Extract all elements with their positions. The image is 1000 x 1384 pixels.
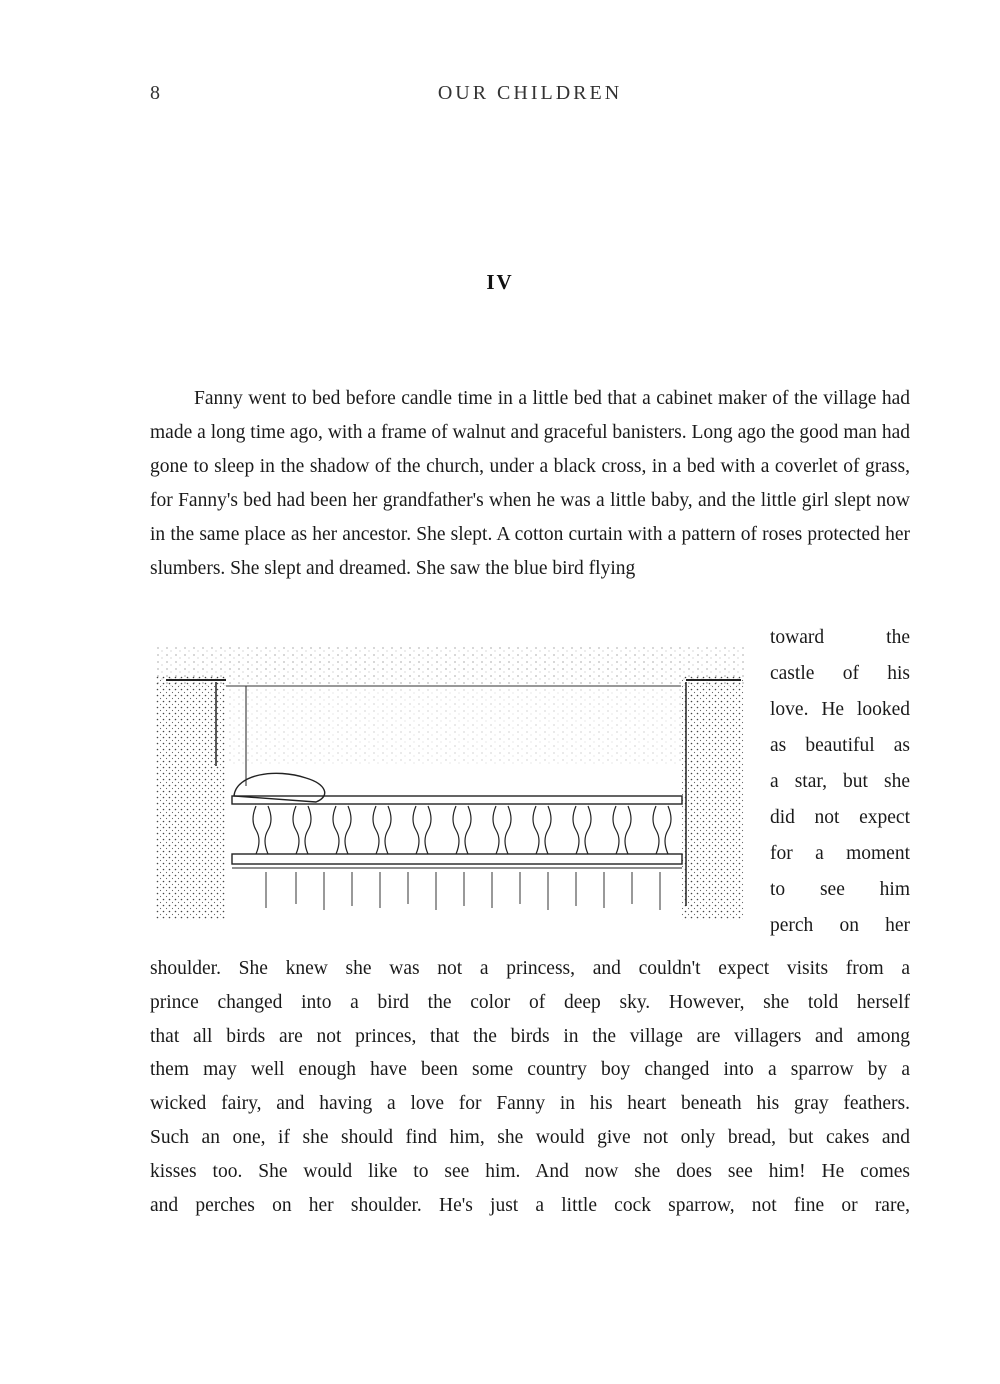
balusters [253,806,671,854]
text-line: wicked fairy, and having a love for Fanny in his heart beneath his gray feathers. [150,1093,910,1115]
side-line: perch on her [770,915,910,936]
side-line: toward the [770,627,910,648]
paragraph-text: Fanny went to bed before candle time in a little bed that a cabinet maker of the village had made a long time ago, with a frame of walnut and graceful banisters. Long ago the good man had gone to sleep in the shadow of the church, under a black cross, in a bed with a coverlet of grass, for Fanny's bed had been her grandfather's when he was a little baby, and the little girl slept now in the same place as her ancestor. She slept. A cotton curtain with a pattern of roses protected her slumbers. She slept and dreamed. She saw the blue bird flying [150,388,910,579]
right-wall-texture [681,676,744,920]
chapter-heading: IV [486,270,514,294]
side-line: as beautiful as [770,735,910,756]
coverlet-texture [226,686,681,766]
side-line: castle of his [770,663,910,684]
paragraph-bottom [150,952,910,1222]
side-text-column [770,620,910,944]
side-line: love. He looked [770,699,910,720]
side-line: to see him [770,879,910,900]
paragraph-top [150,382,910,586]
bed-illustration [156,646,744,920]
side-line: did not expect [770,807,910,828]
text-line: prince changed into a bird the color of deep sky. However, she told herself [150,991,910,1013]
text-line: kisses too. She would like to see him. And now she does see him! He comes [150,1160,910,1182]
balustrade-bottom-rail [232,854,682,864]
curtain-top-texture [156,646,744,686]
text-line: and perches on her shoulder. He's just a little cock sparrow, not fine or rare, [150,1194,910,1216]
text-line: shoulder. She knew she was not a princess, and couldn't expect visits from a [150,958,910,979]
page-number: 8 [150,82,161,104]
text-line: Such an one, if she should find him, she would give not only bread, but cakes and [150,1126,910,1148]
pillow [234,773,325,802]
side-line: a star, but she [770,771,910,792]
bed-fringe [266,872,660,910]
illustration-wrap-area [150,620,910,954]
running-head [150,82,910,108]
book-title: OUR CHILDREN [437,82,623,104]
side-line: for a moment [770,843,910,864]
text-line: that all birds are not princes, that the birds in the village are villagers and among [150,1025,910,1047]
balustrade-top-rail [232,796,682,804]
text-line: them may well enough have been some country boy changed into a sparrow by a [150,1059,910,1081]
